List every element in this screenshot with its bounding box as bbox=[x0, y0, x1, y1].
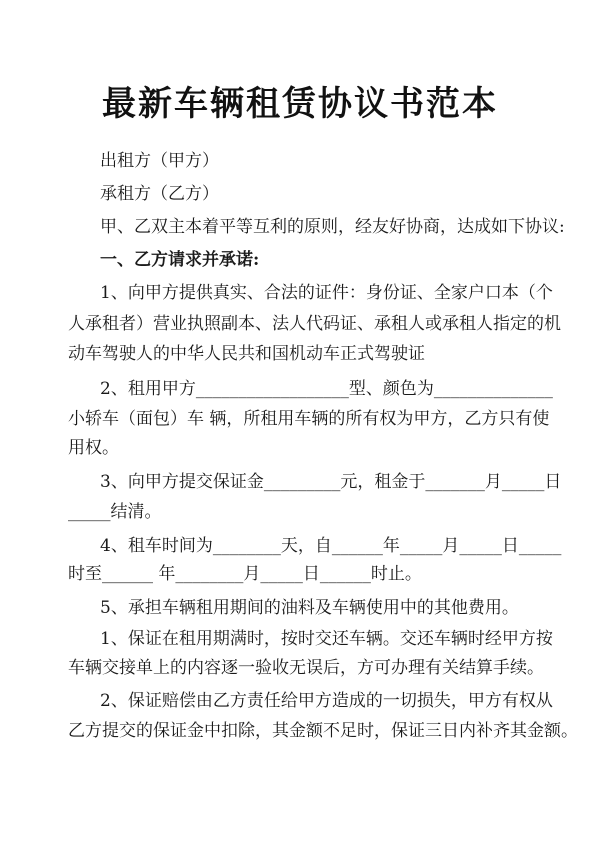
paragraph-line: _____结清。 bbox=[68, 502, 162, 522]
section-heading: 一、乙方请求并承诺: bbox=[100, 250, 260, 270]
paragraph-line: 4、租车时间为________天，自______年_____月_____日_____ bbox=[100, 536, 562, 556]
document-title: 最新车辆租赁协议书范本 bbox=[102, 84, 498, 124]
paragraph-line: 2、保证赔偿由乙方责任给甲方造成的一切损失，甲方有权从 bbox=[100, 691, 553, 711]
paragraph-line: 小轿车（面包）车 辆，所租用车辆的所有权为甲方，乙方只有使 bbox=[68, 409, 550, 429]
paragraph-line: 车辆交接单上的内容逐一验收无误后，方可办理有关结算手续。 bbox=[68, 658, 544, 678]
paragraph-line: 乙方提交的保证金中扣除，其金额不足时，保证三日内补齐其金额。 bbox=[68, 721, 578, 741]
paragraph-line: 人承租者）营业执照副本、法人代码证、承租人或承租人指定的机 bbox=[68, 314, 561, 334]
paragraph-line: 出租方（甲方） bbox=[100, 151, 219, 171]
paragraph-line: 动车驾驶人的中华人民共和国机动车正式驾驶证 bbox=[68, 344, 425, 364]
paragraph-line: 1、保证在租用期满时，按时交还车辆。交还车辆时经甲方按 bbox=[100, 629, 553, 649]
paragraph-line: 用权。 bbox=[68, 438, 119, 458]
paragraph-line: 2、租用甲方__________________型、颜色为______________ bbox=[100, 379, 553, 399]
paragraph-line: 甲、乙双主本着平等互利的原则，经友好协商，达成如下协议: bbox=[100, 217, 565, 237]
paragraph-line: 承租方（乙方） bbox=[100, 184, 219, 204]
paragraph-line: 时至______ 年________月_____日______时止。 bbox=[68, 564, 422, 584]
paragraph-line: 3、向甲方提交保证金_________元，租金于_______月_____日 bbox=[100, 472, 562, 492]
paragraph-line: 5、承担车辆租用期间的油料及车辆使用中的其他费用。 bbox=[100, 598, 519, 618]
paragraph-line: 1、向甲方提供真实、合法的证件：身份证、全家户口本（个 bbox=[100, 283, 553, 303]
